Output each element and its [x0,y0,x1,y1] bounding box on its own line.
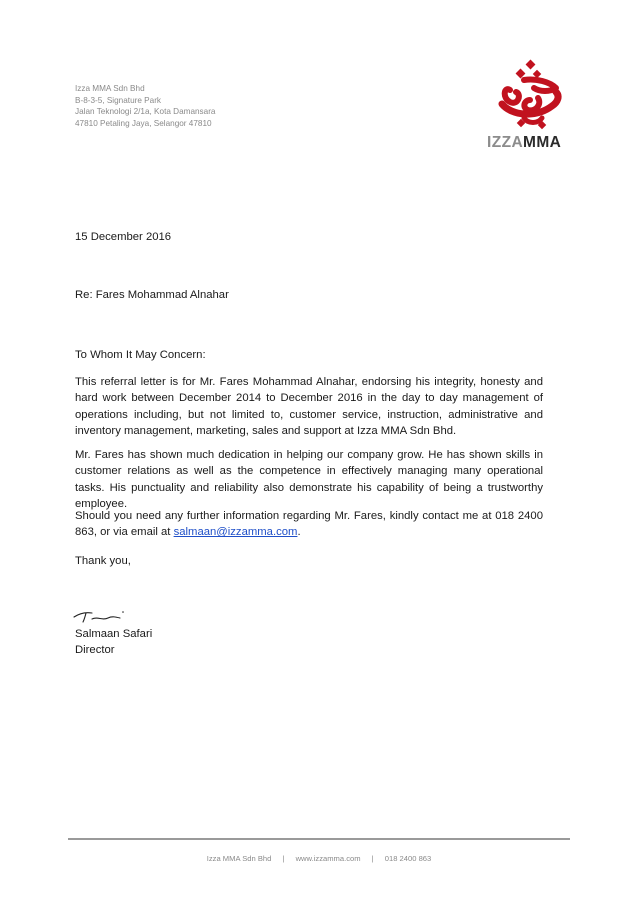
footer-company: Izza MMA Sdn Bhd [206,854,272,863]
signer-title: Director [75,644,115,656]
footer-phone: 018 2400 863 [384,854,432,863]
sender-address-line-3: 47810 Petaling Jaya, Selangor 47810 [75,118,212,128]
body-paragraph-3 [75,508,543,541]
letter-subject: Re: Fares Mohammad Alnahar [75,289,229,301]
logo-word-izza: IZZA [487,134,524,151]
arabic-calligraphy-logo-mark [494,58,570,132]
footer-website[interactable]: www.izzamma.com [295,854,361,863]
contact-text: Should you need any further information regarding Mr. Fares, kindly contact me at 018 2400 863, or via email at [75,510,543,539]
company-logo [484,58,576,154]
letter-date: 15 December 2016 [75,231,172,243]
footer-separator: | [282,854,285,863]
body-paragraph-1: This referral letter is for Mr. Fares Mohammad Alnahar, endorsing his integrity, honesty and hard work between December 2014 to December 2016 in the day to day management of operations including, but not limited to, customer service, instruction, administrative and inventory management, marketing, sales and support at Izza MMA Sdn Bhd. [75,376,543,437]
email-link[interactable]: salmaan@izzamma.com [173,526,298,539]
signer-name: Salmaan Safari [75,628,153,640]
footer-divider [68,838,570,840]
sender-address-line-1: B-8-3-5, Signature Park [75,95,162,105]
body-paragraph-2: Mr. Fares has shown much dedication in helping our company grow. He has shown skills in customer relations as well as the competence in effectively managing many operational tasks. His punctuality and reliability also demonstrate his capability of being a trustworthy employee. [75,449,543,510]
sender-address-line-2: Jalan Teknologi 2/1a, Kota Damansara [75,107,216,116]
letter-closing: Thank you, [75,555,131,567]
sender-address [75,83,216,129]
signer-block [75,626,152,658]
logo-word-mma: MMA [523,134,562,151]
sender-company: Izza MMA Sdn Bhd [75,84,145,93]
footer-separator: | [371,854,374,863]
contact-text-end: . [297,526,301,539]
signature-image [72,607,132,627]
logo-wordmark [487,134,561,152]
letter-salutation: To Whom It May Concern: [75,349,206,361]
footer [0,854,638,863]
